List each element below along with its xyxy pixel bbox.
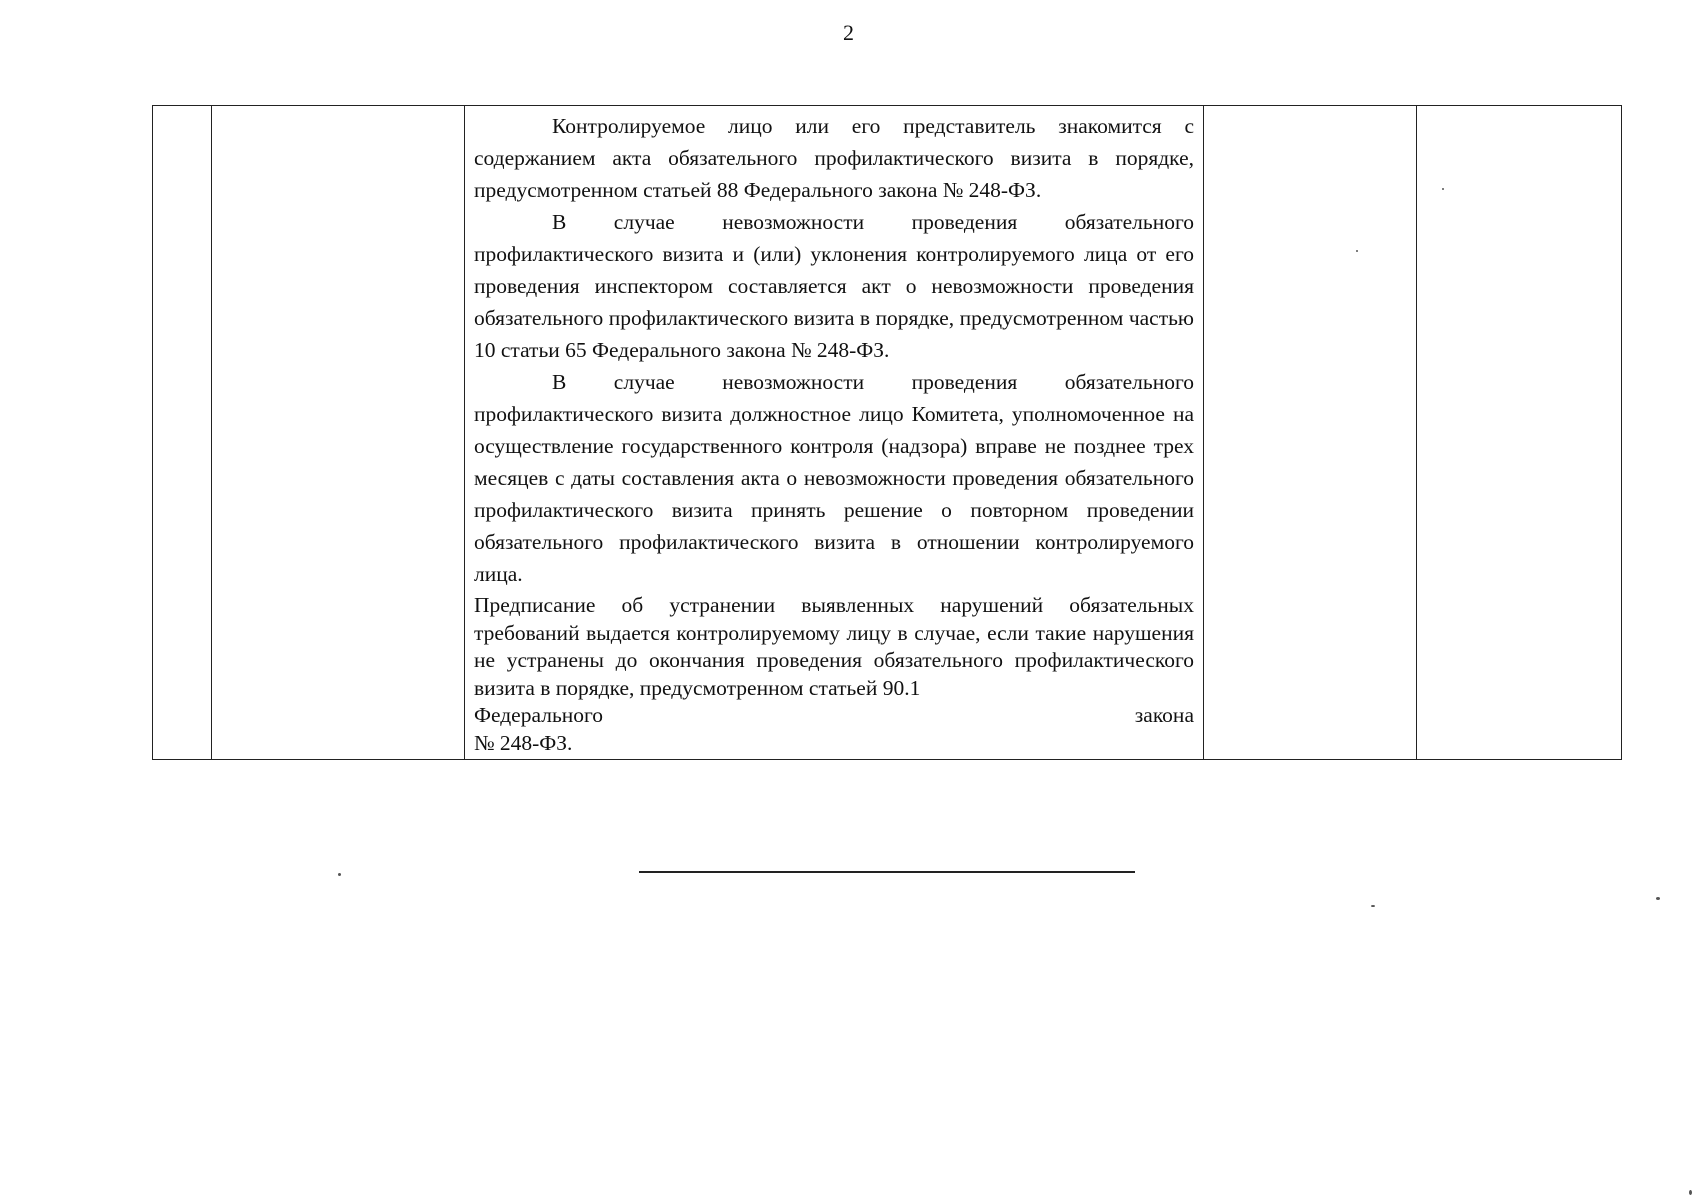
table-row [153,106,1622,760]
scan-speck [1356,250,1358,252]
closing-separator-line [639,871,1135,873]
scan-speck [1442,188,1444,190]
scan-speck [1656,897,1660,900]
paragraph-4 [474,592,1194,757]
paragraph-3: В случае невозможности проведения обязательного профилактического визита должностное лицо Комитета, уполномоченное на осуществление государственного контроля (надзора) вправе не позднее трех месяцев с даты составления акта о невозможности проведения обязательного профилактического визита принять решение о повторном проведении обязательного профилактического визита в отношении контролируемого лица. [474,370,1194,586]
cell-description [465,106,1204,760]
paragraph-4-tail: № 248-ФЗ. [474,730,573,755]
scan-speck [338,873,341,876]
cell-name [212,106,465,760]
page-number: 2 [843,20,854,45]
cell-number [153,106,212,760]
paragraph-4-split-line [474,702,1194,730]
paragraph-4-main: Предписание об устранении выявленных нарушений обязательных требований выдается контролируемому лицу в случае, если такие нарушения не устранены до окончания проведения обязательного профилактического визита в порядке, предусмотренном статьей 90.1 [474,593,1194,700]
scan-speck [1689,1190,1692,1195]
cell-responsible [1417,106,1622,760]
scan-speck [1371,905,1375,907]
cell-term [1204,106,1417,760]
document-table [152,105,1622,760]
paragraph-2: В случае невозможности проведения обязательного профилактического визита и (или) уклонения контролируемого лица от его проведения инспектором составляется акт о невозможности проведения обязательного профилактического визита в порядке, предусмотренном частью 10 статьи 65 Федерального закона № 248-ФЗ. [474,210,1194,362]
paragraph-1: Контролируемое лицо или его представитель знакомится с содержанием акта обязательного профилактического визита в порядке, предусмотренном статьей 88 Федерального закона № 248-ФЗ. [474,114,1194,202]
paragraph-4-word-left: Федерального [474,703,604,727]
paragraph-4-word-right: закона [1134,703,1194,727]
